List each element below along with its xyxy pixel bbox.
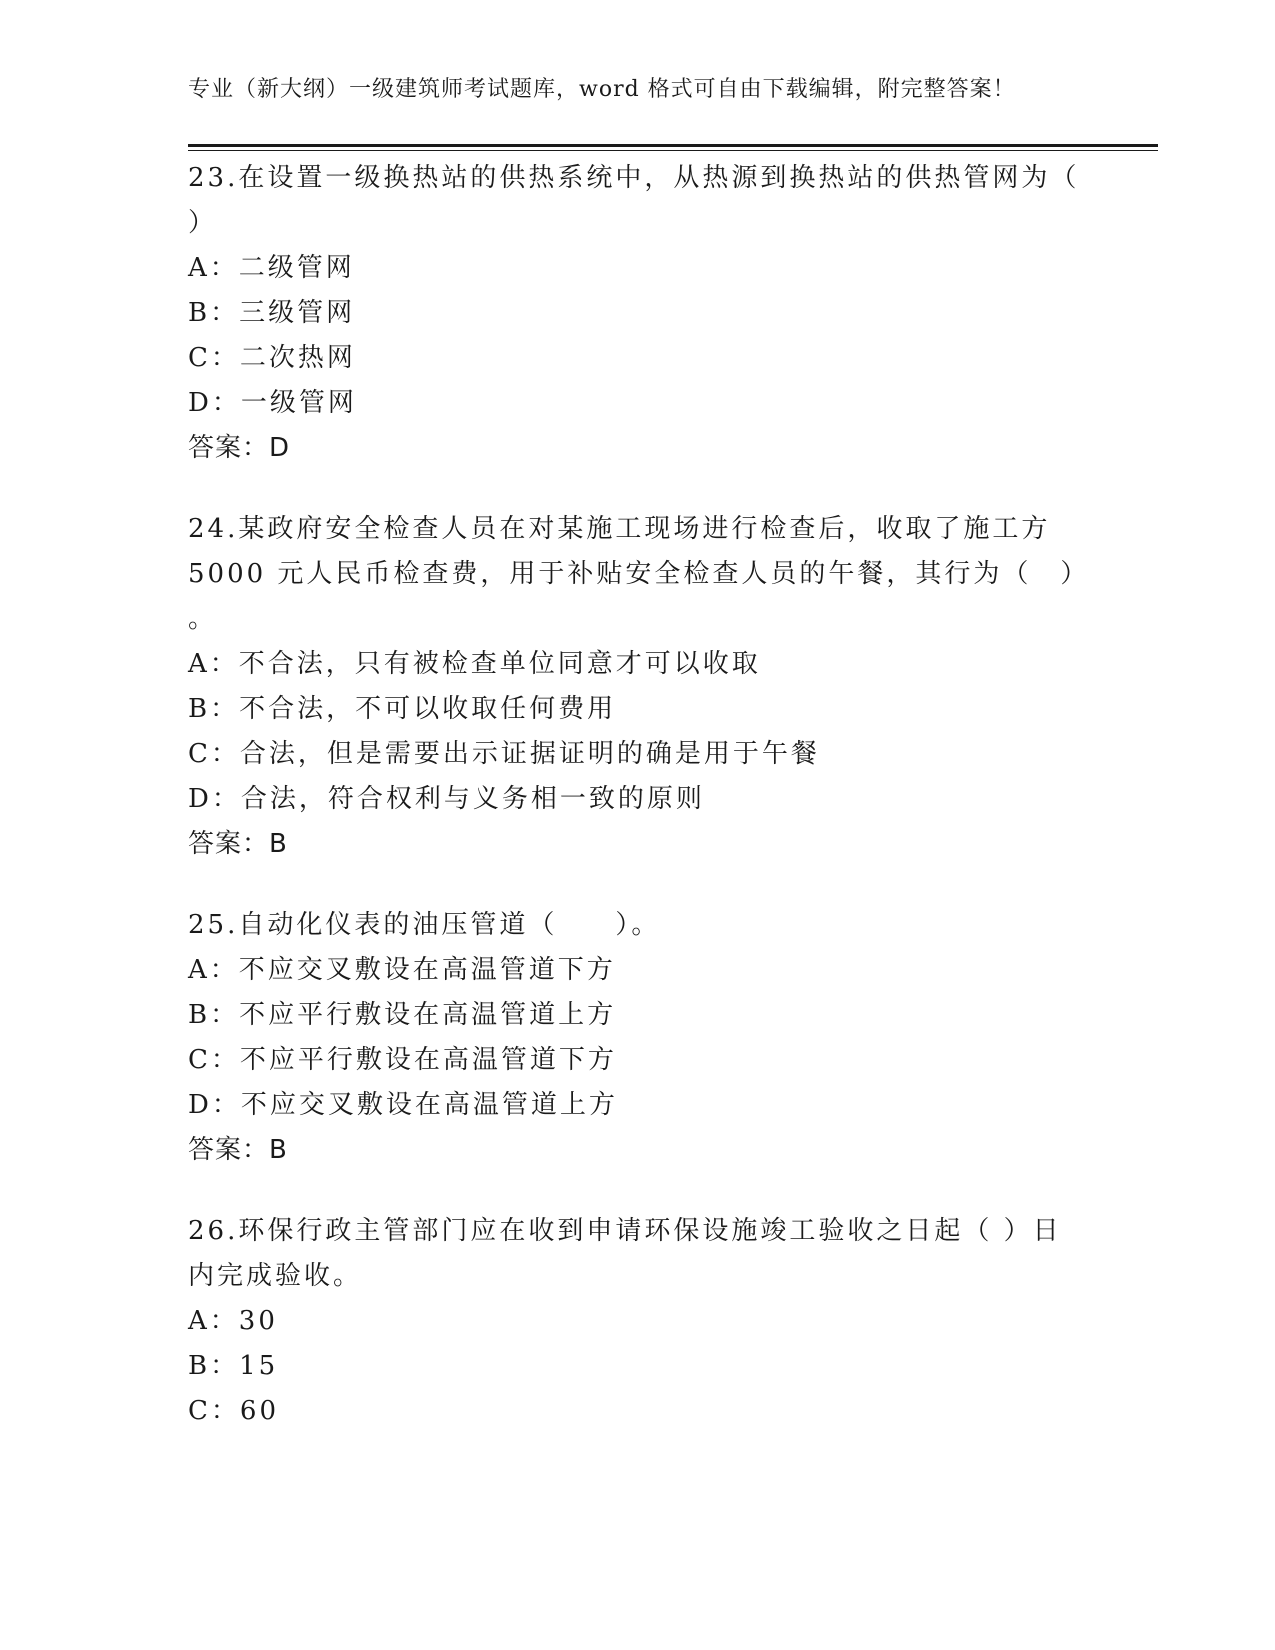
- option-key: B：: [188, 1351, 240, 1381]
- option-key: D：: [188, 784, 241, 814]
- question-stem: 25.自动化仪表的油压管道（ ）。: [188, 910, 661, 940]
- question-stem: 24.某政府安全检查人员在对某施工现场进行检查后，收取了施工方: [188, 514, 1051, 544]
- question-stem: 。: [188, 604, 218, 634]
- option-key: A：: [188, 253, 239, 283]
- option-text: 二级管网: [238, 253, 355, 283]
- option-text: 30: [238, 1306, 278, 1336]
- answer-line: 答案：B: [188, 1135, 288, 1165]
- option-text: 三级管网: [239, 298, 356, 328]
- option-c: [188, 336, 1088, 381]
- option-c: [188, 732, 1088, 777]
- option-d: [188, 1083, 1088, 1128]
- option-key: C：: [188, 1045, 240, 1075]
- option-key: A：: [188, 649, 239, 679]
- option-text: 不应平行敷设在高温管道下方: [239, 1045, 617, 1075]
- option-key: A：: [188, 1306, 239, 1336]
- option-text: 合法，但是需要出示证据证明的确是用于午餐: [239, 739, 820, 769]
- answer-line: 答案：B: [188, 829, 288, 859]
- option-b: [188, 687, 1088, 732]
- question-24: [188, 507, 1088, 867]
- option-c: [188, 1389, 1088, 1434]
- option-text: 不应平行敷设在高温管道上方: [239, 1000, 617, 1030]
- option-text: 一级管网: [240, 388, 357, 418]
- question-stem: 23.在设置一级换热站的供热系统中，从热源到换热站的供热管网为（: [188, 163, 1080, 193]
- option-text: 不合法，只有被检查单位同意才可以收取: [238, 649, 761, 679]
- option-key: D：: [188, 388, 241, 418]
- option-a: [188, 1299, 1088, 1344]
- question-list: [188, 156, 1088, 1470]
- question-stem: ）: [188, 208, 218, 238]
- option-a: [188, 246, 1088, 291]
- option-key: B：: [188, 1000, 240, 1030]
- question-stem: 26.环保行政主管部门应在收到申请环保设施竣工验收之日起（ ）日: [188, 1216, 1062, 1246]
- option-text: 15: [239, 1351, 279, 1381]
- option-text: 60: [239, 1396, 279, 1426]
- option-key: B：: [188, 298, 240, 328]
- question-stem: 内完成验收。: [188, 1261, 363, 1291]
- option-text: 合法，符合权利与义务相一致的原则: [240, 784, 705, 814]
- option-b: [188, 993, 1088, 1038]
- option-key: C：: [188, 1396, 240, 1426]
- question-stem: 5000 元人民币检查费，用于补贴安全检查人员的午餐，其行为（ ）: [188, 559, 1090, 589]
- option-key: B：: [188, 694, 240, 724]
- header-divider-thick: [188, 144, 1158, 147]
- question-23: [188, 156, 1088, 471]
- option-key: A：: [188, 955, 239, 985]
- option-d: [188, 777, 1088, 822]
- option-b: [188, 291, 1088, 336]
- header-divider-thin: [188, 150, 1158, 151]
- option-key: D：: [188, 1090, 241, 1120]
- question-25: [188, 903, 1088, 1173]
- option-c: [188, 1038, 1088, 1083]
- option-a: [188, 948, 1088, 993]
- option-a: [188, 642, 1088, 687]
- answer-line: 答案：D: [188, 433, 291, 463]
- page-header-title: 专业（新大纲）一级建筑师考试题库，word 格式可自由下载编辑，附完整答案！: [188, 77, 1016, 102]
- option-text: 二次热网: [239, 343, 356, 373]
- option-text: 不应交叉敷设在高温管道上方: [240, 1090, 618, 1120]
- option-text: 不合法，不可以收取任何费用: [239, 694, 617, 724]
- option-key: C：: [188, 739, 240, 769]
- option-key: C：: [188, 343, 240, 373]
- question-26: [188, 1209, 1088, 1434]
- option-b: [188, 1344, 1088, 1389]
- option-d: [188, 381, 1088, 426]
- option-text: 不应交叉敷设在高温管道下方: [238, 955, 616, 985]
